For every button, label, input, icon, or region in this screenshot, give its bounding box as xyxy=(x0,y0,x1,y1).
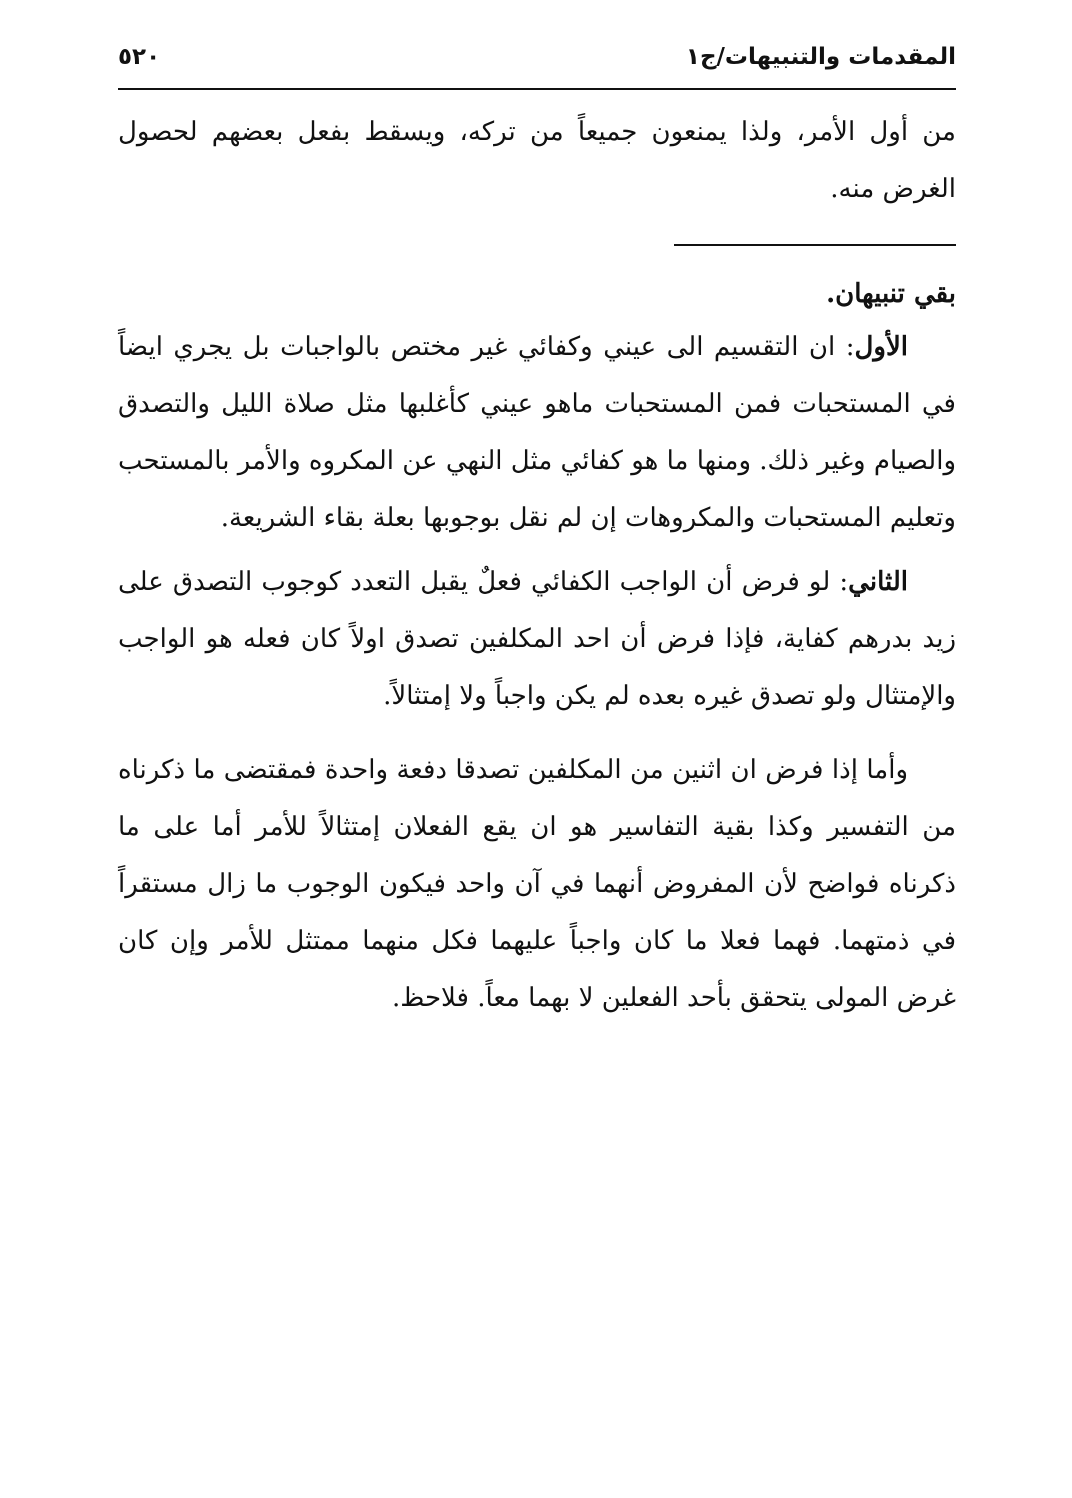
closing-paragraph: وأما إذا فرض ان اثنين من المكلفين تصدقا دفعة واحدة فمقتضى ما ذكرناه من التفسير وكذا بقية التفاسير هو ان يقع الفعلان إمتثالاً للأمر أما على ما ذكرناه فواضح لأن المفروض أنهما في آن واحد فيكون الوجوب ما زال مستقراً في ذمتهما. فهما فعلا ما كان واجباً عليهما فكل منهما ممتثل للأمر وإن كان غرض المولى يتحقق بأحد الفعلين لا بهما معاً. فلاحظ. xyxy=(118,755,956,1013)
first-note-lead: الأول xyxy=(854,332,908,362)
first-note-paragraph xyxy=(118,319,956,547)
second-note-text: : لو فرض أن الواجب الكفائي فعلٌ يقبل التعدد كوجوب التصدق على زيد بدرهم كفاية، فإذا فرض أن احد المكلفين تصدق اولاً كان فعله هو الواجب والإمتثال ولو تصدق غيره بعده لم يكن واجباً ولا إمتثالاً. xyxy=(118,567,956,711)
footnote-divider xyxy=(674,244,956,246)
intro-paragraph: من أول الأمر، ولذا يمنعون جميعاً من تركه، ويسقط بفعل بعضهم لحصول الغرض منه. xyxy=(118,117,956,204)
second-note-paragraph xyxy=(118,554,956,725)
page-header xyxy=(118,40,956,84)
second-note-lead: الثاني xyxy=(848,567,908,597)
section-heading: بقي تنبيهان. xyxy=(826,279,956,309)
running-title: المقدمات والتنبيهات/ج١ xyxy=(685,44,956,70)
header-rule xyxy=(118,88,956,90)
first-note-text: : ان التقسيم الى عيني وكفائي غير مختص بالواجبات بل يجري ايضاً في المستحبات فمن المستحبات ماهو عيني كأغلبها مثل صلاة الليل والتصدق والصيام وغير ذلك. ومنها ما هو كفائي مثل النهي عن المكروه والأمر بالمستحب وتعليم المستحبات والمكروهات إن لم نقل بوجوبها بعلة بقاء الشريعة. xyxy=(118,332,956,533)
page-number: ٥٢٠ xyxy=(118,44,161,70)
